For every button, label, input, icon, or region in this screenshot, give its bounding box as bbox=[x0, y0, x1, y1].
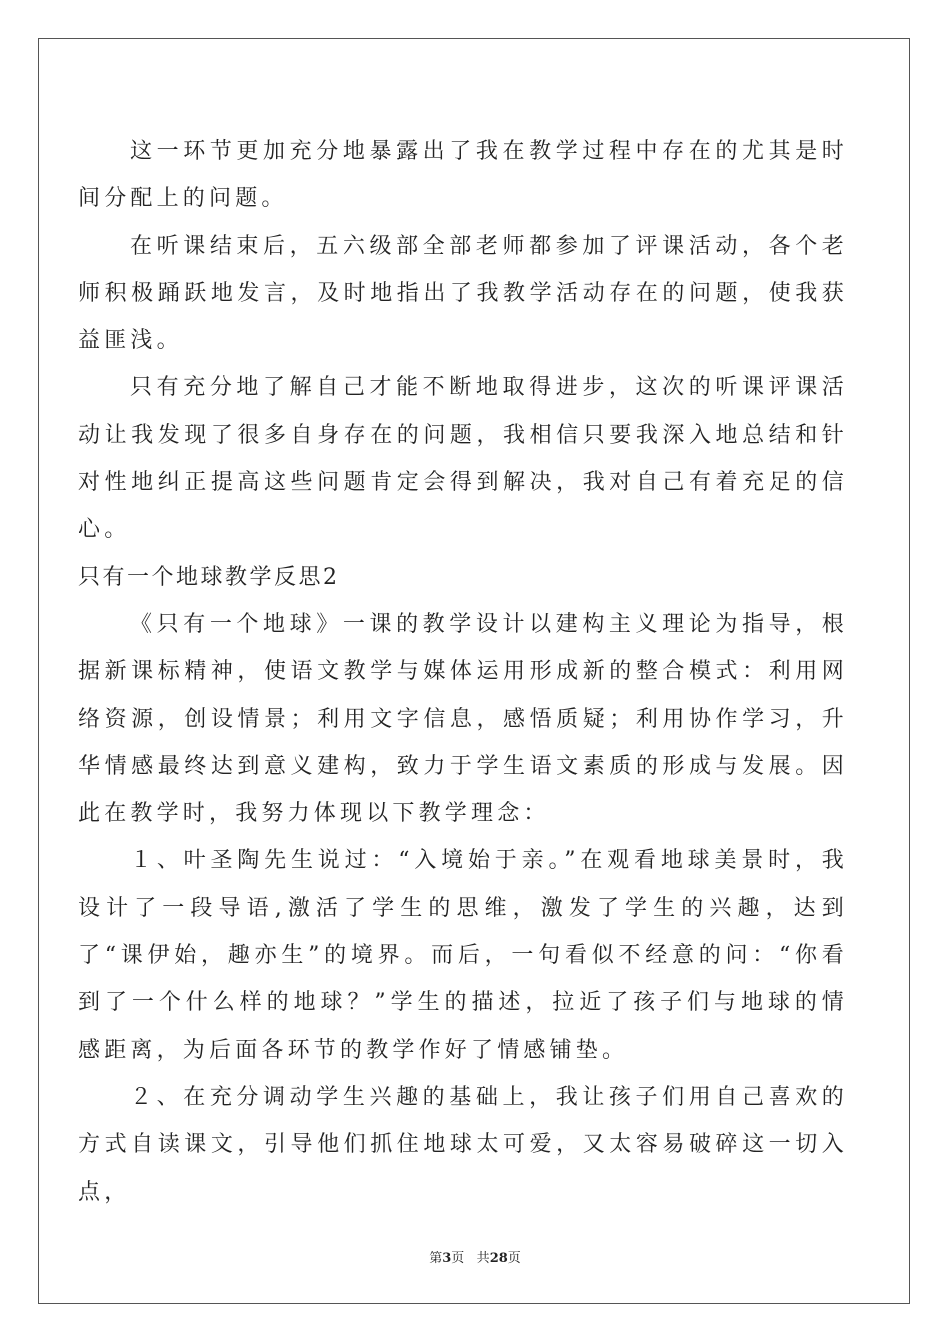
footer-page-number: 3 bbox=[442, 1251, 452, 1266]
paragraph-3: 只有充分地了解自己才能不断地取得进步，这次的听课评课活动让我发现了很多自身存在的问题，我相信只要我深入地总结和针对性地纠正提高这些问题肯定会得到解决，我对自己有着充足的信心。 bbox=[78, 375, 848, 543]
section-heading: 只有一个地球教学反思2 bbox=[78, 564, 340, 590]
footer-total-prefix: 共 bbox=[476, 1251, 490, 1266]
document-body bbox=[78, 128, 848, 1216]
paragraph-5: １、叶圣陶先生说过：“入境始于亲。”在观看地球美景时，我设计了一段导语,激活了学生的思维，激发了学生的兴趣，达到了“课伊始，趣亦生”的境界。而后，一句看似不经意的问：“你看到了一个什么样的地球？”学生的描述，拉近了孩子们与地球的情感距离，为后面各环节的教学作好了情感铺垫。 bbox=[78, 848, 848, 1063]
footer-total-pages: 28 bbox=[489, 1251, 508, 1266]
paragraph-6: ２、在充分调动学生兴趣的基础上，我让孩子们用自己喜欢的方式自读课文，引导他们抓住地球太可爱，又太容易破碎这一切入点， bbox=[78, 1084, 848, 1205]
page-footer bbox=[0, 1247, 950, 1266]
footer-total-unit: 页 bbox=[507, 1251, 521, 1266]
paragraph-2: 在听课结束后，五六级部全部老师都参加了评课活动，各个老师积极踊跃地发言，及时地指出了我教学活动存在的问题，使我获益匪浅。 bbox=[78, 233, 848, 354]
paragraph-4: 《只有一个地球》一课的教学设计以建构主义理论为指导，根据新课标精神，使语文教学与媒体运用形成新的整合模式：利用网络资源，创设情景；利用文字信息，感悟质疑；利用协作学习，升华情感最终达到意义建构，致力于学生语文素质的形成与发展。因此在教学时，我努力体现以下教学理念： bbox=[78, 611, 848, 827]
footer-prefix: 第 bbox=[429, 1251, 443, 1266]
paragraph-1: 这一环节更加充分地暴露出了我在教学过程中存在的尤其是时间分配上的问题。 bbox=[78, 139, 848, 212]
footer-page-unit: 页 bbox=[451, 1251, 465, 1266]
